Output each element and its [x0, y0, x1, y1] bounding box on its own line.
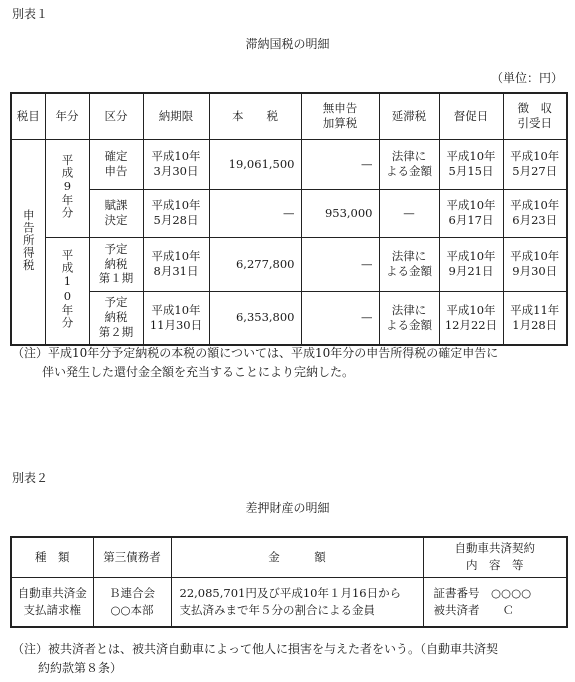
- tax-item-cell: [11, 139, 45, 345]
- header-year: 年分: [45, 93, 89, 139]
- header-tax-item: 税目: [11, 93, 45, 139]
- header-third-party-debtor: 第三債務者: [93, 537, 171, 577]
- principal-cell: 6,353,800: [209, 291, 301, 345]
- table2-caption: 差押財産の明細: [245, 501, 330, 515]
- contract-cell: 証書番号 ○○○○ 被共済者 Ｃ: [423, 577, 567, 627]
- table1-note: [12, 344, 567, 381]
- type-cell: 自動車共済金 支払請求権: [11, 577, 93, 627]
- delinquent-cell: 法律に よる金額: [379, 237, 439, 291]
- reminder-cell: 平成10年 5月15日: [439, 139, 503, 189]
- table1-note-lead: （注）平成10年分予定納税の本税の額については、平成10年分の申告所得税の確定申告に: [12, 346, 499, 360]
- penalty-cell: —: [301, 237, 379, 291]
- year-cell: [45, 237, 89, 345]
- delinquent-cell: 法律に よる金額: [379, 291, 439, 345]
- table-row: [11, 237, 567, 291]
- tax-item-text: 申告所得税: [21, 208, 36, 272]
- year-cell: [45, 139, 89, 237]
- collection-cell: 平成11年 1月28日: [503, 291, 567, 345]
- principal-cell: —: [209, 189, 301, 237]
- table1-caption: 滞納国税の明細: [245, 37, 330, 51]
- table-row: [11, 139, 567, 189]
- table1-note-cont: 伴い発生した還付金全額を充当することにより完納した。: [42, 364, 355, 379]
- table2-note: [12, 640, 567, 677]
- table1-label: 別表１: [12, 7, 49, 21]
- penalty-cell: —: [301, 291, 379, 345]
- header-penalty: 無申告 加算税: [301, 93, 379, 139]
- amount-cell: 22,085,701円及び平成10年１月16日から 支払済みまで年５分の割合による金員: [171, 577, 423, 627]
- reminder-cell: 平成10年 9月21日: [439, 237, 503, 291]
- category-cell: 賦課 決定: [89, 189, 143, 237]
- year-text: 平成10年分: [60, 248, 75, 329]
- table1-unit: （単位：円）: [490, 71, 563, 85]
- third-party-cell: Ｂ連合会 ○○本部: [93, 577, 171, 627]
- header-delinquent-tax: 延滞税: [379, 93, 439, 139]
- header-amount: 金 額: [171, 537, 423, 577]
- header-collection-date: 徴 収 引受日: [503, 93, 567, 139]
- table2-label: 別表２: [12, 471, 49, 485]
- collection-cell: 平成10年 6月23日: [503, 189, 567, 237]
- collection-cell: 平成10年 5月27日: [503, 139, 567, 189]
- header-principal-tax: 本 税: [209, 93, 301, 139]
- due-cell: 平成10年 8月31日: [143, 237, 209, 291]
- tax-arrears-table: [10, 92, 568, 346]
- header-due-date: 納期限: [143, 93, 209, 139]
- principal-cell: 19,061,500: [209, 139, 301, 189]
- due-cell: 平成10年 5月28日: [143, 189, 209, 237]
- header-row: [11, 537, 567, 577]
- collection-cell: 平成10年 9月30日: [503, 237, 567, 291]
- category-cell: 予定 納税 第１期: [89, 237, 143, 291]
- penalty-cell: 953,000: [301, 189, 379, 237]
- delinquent-cell: —: [379, 189, 439, 237]
- header-reminder-date: 督促日: [439, 93, 503, 139]
- header-category: 区分: [89, 93, 143, 139]
- table-row: [11, 189, 567, 237]
- reminder-cell: 平成10年 12月22日: [439, 291, 503, 345]
- header-row: [11, 93, 567, 139]
- year-text: 平成9年分: [60, 153, 75, 219]
- reminder-cell: 平成10年 6月17日: [439, 189, 503, 237]
- table2-note-cont: 約約款第８条）: [38, 660, 123, 675]
- penalty-cell: —: [301, 139, 379, 189]
- due-cell: 平成10年 11月30日: [143, 291, 209, 345]
- delinquent-cell: 法律に よる金額: [379, 139, 439, 189]
- table2-note-lead: （注）被共済者とは、被共済自動車によって他人に損害を与えた者をいう。（自動車共済契: [12, 642, 499, 656]
- table-row: [11, 577, 567, 627]
- category-cell: 予定 納税 第２期: [89, 291, 143, 345]
- table-row: [11, 291, 567, 345]
- principal-cell: 6,277,800: [209, 237, 301, 291]
- category-cell: 確定 申告: [89, 139, 143, 189]
- header-type: 種 類: [11, 537, 93, 577]
- seized-property-table: [10, 536, 568, 628]
- due-cell: 平成10年 3月30日: [143, 139, 209, 189]
- header-contract-details: 自動車共済契約 内 容 等: [423, 537, 567, 577]
